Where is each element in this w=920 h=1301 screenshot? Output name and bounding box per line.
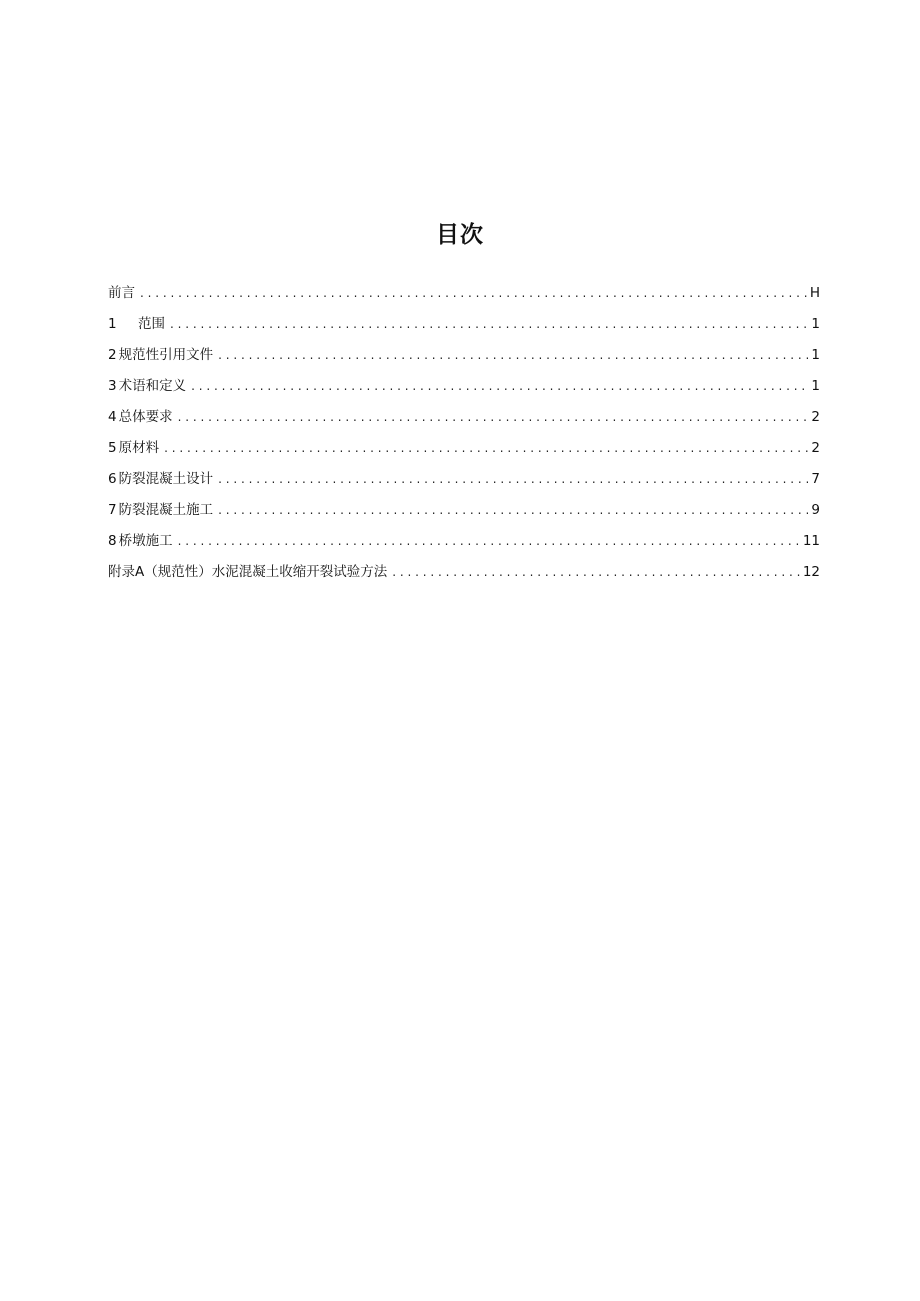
toc-section-number: 2 xyxy=(108,347,117,363)
toc-entry-preface[interactable] xyxy=(108,278,820,309)
toc-entry-appendix-a[interactable] xyxy=(108,557,820,588)
toc-entry-normative-references[interactable] xyxy=(108,340,820,371)
toc-page-number: 2 xyxy=(811,409,820,425)
toc-entry-scope[interactable] xyxy=(108,309,820,340)
toc-page-number: 1 xyxy=(811,316,820,332)
toc-page-number: 1 xyxy=(811,378,820,394)
toc-entry-label: 附录A（规范性）水泥混凝土收缩开裂试验方法 xyxy=(108,564,388,580)
toc-page-number: 12 xyxy=(802,564,820,580)
dot-leader xyxy=(178,526,800,557)
toc-page-number: 2 xyxy=(811,440,820,456)
toc-page-number: 7 xyxy=(811,471,820,487)
toc-entry-crack-resistant-concrete-construction[interactable] xyxy=(108,495,820,526)
dot-leader xyxy=(164,433,808,464)
dot-leader xyxy=(140,278,807,309)
toc-entry-label: 总体要求 xyxy=(118,409,173,425)
table-of-contents xyxy=(108,278,820,588)
toc-entry-label: 术语和定义 xyxy=(118,378,187,394)
toc-section-number: 7 xyxy=(108,502,117,518)
toc-entry-raw-materials[interactable] xyxy=(108,433,820,464)
dot-leader xyxy=(170,309,808,340)
toc-section-number: 4 xyxy=(108,409,117,425)
toc-entry-pier-construction[interactable] xyxy=(108,526,820,557)
page-title: 目次 xyxy=(436,222,484,249)
dot-leader xyxy=(178,402,809,433)
dot-leader xyxy=(392,557,800,588)
dot-leader xyxy=(218,464,808,495)
dot-leader xyxy=(218,340,808,371)
toc-section-number: 8 xyxy=(108,533,117,549)
toc-entry-label: 前言 xyxy=(108,285,135,301)
toc-entry-label: 桥墩施工 xyxy=(118,533,173,549)
toc-page-number: 1 xyxy=(811,347,820,363)
toc-entry-general-requirements[interactable] xyxy=(108,402,820,433)
toc-entry-label: 范围 xyxy=(138,316,165,332)
toc-entry-label: 防裂混凝土设计 xyxy=(118,471,214,487)
toc-entry-label: 防裂混凝土施工 xyxy=(118,502,214,518)
toc-entry-label: 规范性引用文件 xyxy=(118,347,214,363)
toc-entry-terms-definitions[interactable] xyxy=(108,371,820,402)
toc-page-number: H xyxy=(809,285,820,301)
toc-entry-label: 原材料 xyxy=(118,440,160,456)
toc-section-number: 3 xyxy=(108,378,117,394)
toc-section-number: 5 xyxy=(108,440,117,456)
dot-leader xyxy=(218,495,808,526)
toc-entry-crack-resistant-concrete-design[interactable] xyxy=(108,464,820,495)
toc-section-number: 6 xyxy=(108,471,117,487)
dot-leader xyxy=(191,371,808,402)
toc-page-number: 11 xyxy=(802,533,820,549)
toc-section-number: 1 xyxy=(108,316,117,332)
toc-page-number: 9 xyxy=(811,502,820,518)
